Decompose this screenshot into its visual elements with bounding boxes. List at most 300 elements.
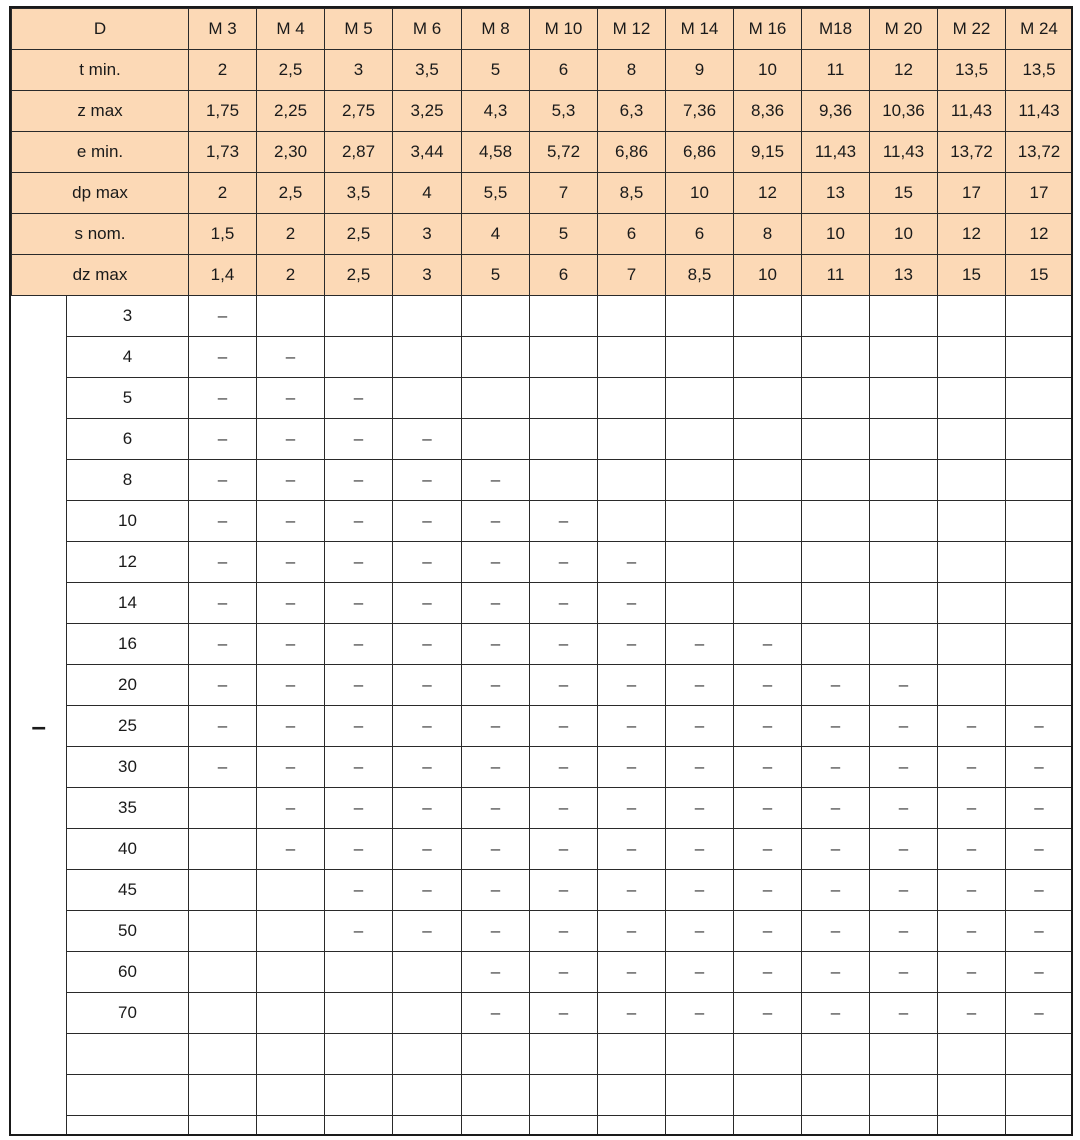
thread-size-header: M 24 <box>1006 9 1073 50</box>
spec-value-cell: 15 <box>938 255 1006 296</box>
spec-row-label: dz max <box>12 255 189 296</box>
availability-dash: – <box>598 993 666 1034</box>
availability-dash: – <box>462 788 530 829</box>
spec-value-cell: 5,72 <box>530 132 598 173</box>
empty-cell <box>189 788 257 829</box>
empty-cell <box>530 337 598 378</box>
availability-dash: – <box>938 993 1006 1034</box>
spec-value-cell: 2,5 <box>325 255 393 296</box>
availability-dash: – <box>734 870 802 911</box>
length-row <box>12 583 1073 624</box>
availability-dash: – <box>257 542 325 583</box>
empty-cell <box>462 1116 530 1137</box>
availability-dash: – <box>325 419 393 460</box>
spec-value-cell: 6,86 <box>666 132 734 173</box>
empty-cell <box>1006 624 1073 665</box>
empty-cell <box>530 378 598 419</box>
availability-dash: – <box>462 542 530 583</box>
empty-cell <box>325 1116 393 1137</box>
spec-value-cell: 6 <box>530 255 598 296</box>
spec-row <box>12 214 1073 255</box>
spec-value-cell: 5,3 <box>530 91 598 132</box>
length-value <box>67 1116 189 1137</box>
spec-value-cell: 11,43 <box>1006 91 1073 132</box>
empty-cell <box>462 378 530 419</box>
thread-size-header: M 3 <box>189 9 257 50</box>
empty-cell <box>870 542 938 583</box>
availability-dash: – <box>462 460 530 501</box>
spec-value-cell: 1,4 <box>189 255 257 296</box>
availability-dash: – <box>802 665 870 706</box>
spec-value-cell: 3 <box>325 50 393 91</box>
availability-dash: – <box>257 706 325 747</box>
spec-value-cell: 11,43 <box>938 91 1006 132</box>
availability-dash: – <box>257 460 325 501</box>
availability-dash: – <box>802 911 870 952</box>
availability-dash: – <box>257 419 325 460</box>
empty-cell <box>393 296 462 337</box>
empty-cell <box>1006 583 1073 624</box>
empty-cell <box>1006 296 1073 337</box>
availability-dash: – <box>1006 706 1073 747</box>
length-row <box>12 1034 1073 1075</box>
availability-dash: – <box>734 788 802 829</box>
spec-value-cell: 3 <box>393 255 462 296</box>
availability-dash: – <box>393 583 462 624</box>
empty-cell <box>189 1075 257 1116</box>
empty-cell <box>802 624 870 665</box>
empty-cell <box>189 952 257 993</box>
empty-cell <box>189 1116 257 1137</box>
spec-row <box>12 173 1073 214</box>
empty-cell <box>1006 378 1073 419</box>
empty-cell <box>802 378 870 419</box>
availability-dash: – <box>734 665 802 706</box>
availability-dash: – <box>802 829 870 870</box>
length-row <box>12 747 1073 788</box>
spec-value-cell: 3,5 <box>325 173 393 214</box>
length-row <box>12 993 1073 1034</box>
empty-cell <box>393 993 462 1034</box>
availability-dash: – <box>325 788 393 829</box>
availability-dash: – <box>257 501 325 542</box>
availability-dash: – <box>257 829 325 870</box>
availability-dash: – <box>938 706 1006 747</box>
empty-cell <box>1006 1116 1073 1137</box>
empty-cell <box>802 1116 870 1137</box>
spec-value-cell: 5 <box>530 214 598 255</box>
availability-dash: – <box>325 624 393 665</box>
empty-cell <box>257 1034 325 1075</box>
length-value: 40 <box>67 829 189 870</box>
spec-value-cell: 2,5 <box>257 50 325 91</box>
empty-cell <box>734 501 802 542</box>
length-row <box>12 829 1073 870</box>
spec-value-cell: 13,72 <box>938 132 1006 173</box>
length-value <box>67 1034 189 1075</box>
thread-size-header: M 20 <box>870 9 938 50</box>
spec-value-cell: 5,5 <box>462 173 530 214</box>
spec-value-cell: 7 <box>598 255 666 296</box>
thread-size-header: M 12 <box>598 9 666 50</box>
availability-dash: – <box>666 747 734 788</box>
empty-cell <box>734 1075 802 1116</box>
empty-cell <box>393 378 462 419</box>
spec-value-cell: 2,25 <box>257 91 325 132</box>
availability-dash: – <box>189 665 257 706</box>
spec-row-label: z max <box>12 91 189 132</box>
spec-value-cell: 11 <box>802 50 870 91</box>
empty-cell <box>393 337 462 378</box>
availability-dash: – <box>462 829 530 870</box>
empty-cell <box>189 829 257 870</box>
availability-dash: – <box>257 337 325 378</box>
spec-value-cell: 2,75 <box>325 91 393 132</box>
spec-value-cell: 12 <box>734 173 802 214</box>
spec-row <box>12 132 1073 173</box>
availability-dash: – <box>938 829 1006 870</box>
empty-cell <box>870 296 938 337</box>
empty-cell <box>1006 419 1073 460</box>
length-value: 14 <box>67 583 189 624</box>
empty-cell <box>257 1075 325 1116</box>
spec-value-cell: 8 <box>598 50 666 91</box>
empty-cell <box>598 296 666 337</box>
empty-cell <box>666 419 734 460</box>
empty-cell <box>393 952 462 993</box>
empty-cell <box>325 1075 393 1116</box>
availability-dash: – <box>530 911 598 952</box>
table-body <box>12 9 1073 1137</box>
spec-value-cell: 3,25 <box>393 91 462 132</box>
availability-dash: – <box>462 747 530 788</box>
availability-dash: – <box>393 706 462 747</box>
availability-dash: – <box>1006 870 1073 911</box>
availability-dash: – <box>530 829 598 870</box>
empty-cell <box>598 378 666 419</box>
length-value: 70 <box>67 993 189 1034</box>
availability-dash: – <box>393 829 462 870</box>
length-row <box>12 337 1073 378</box>
length-value: 10 <box>67 501 189 542</box>
length-value: 5 <box>67 378 189 419</box>
spec-value-cell: 6,3 <box>598 91 666 132</box>
length-value: 30 <box>67 747 189 788</box>
availability-dash: – <box>598 747 666 788</box>
empty-cell <box>598 337 666 378</box>
length-value: 35 <box>67 788 189 829</box>
spec-value-cell: 10 <box>802 214 870 255</box>
spec-row <box>12 9 1073 50</box>
spec-value-cell: 15 <box>870 173 938 214</box>
empty-cell <box>257 911 325 952</box>
empty-cell <box>938 624 1006 665</box>
empty-cell <box>870 1034 938 1075</box>
availability-dash: – <box>257 583 325 624</box>
availability-dash: – <box>666 829 734 870</box>
spec-value-cell: 3 <box>393 214 462 255</box>
availability-dash: – <box>598 788 666 829</box>
spec-value-cell: 15 <box>1006 255 1073 296</box>
empty-cell <box>666 460 734 501</box>
empty-cell <box>870 378 938 419</box>
spec-row-label: s nom. <box>12 214 189 255</box>
availability-dash: – <box>462 665 530 706</box>
empty-cell <box>870 583 938 624</box>
empty-cell <box>938 501 1006 542</box>
length-value: 25 <box>67 706 189 747</box>
availability-dash: – <box>189 624 257 665</box>
empty-cell <box>598 460 666 501</box>
availability-dash: – <box>870 829 938 870</box>
empty-cell <box>734 1116 802 1137</box>
availability-dash: – <box>802 788 870 829</box>
empty-cell <box>530 1034 598 1075</box>
spec-value-cell: 11 <box>802 255 870 296</box>
availability-dash: – <box>598 583 666 624</box>
spec-value-cell: 3,44 <box>393 132 462 173</box>
spec-value-cell: 5 <box>462 50 530 91</box>
thread-size-header: M 5 <box>325 9 393 50</box>
availability-dash: – <box>462 624 530 665</box>
availability-dash: – <box>666 706 734 747</box>
availability-dash: – <box>734 706 802 747</box>
empty-cell <box>666 1075 734 1116</box>
length-row <box>12 1116 1073 1137</box>
availability-dash: – <box>734 911 802 952</box>
empty-cell <box>462 419 530 460</box>
availability-dash: – <box>1006 788 1073 829</box>
spec-value-cell: 6 <box>530 50 598 91</box>
thread-size-header: M 8 <box>462 9 530 50</box>
empty-cell <box>938 1116 1006 1137</box>
availability-dash: – <box>462 952 530 993</box>
availability-dash: – <box>666 788 734 829</box>
availability-dash: – <box>393 624 462 665</box>
empty-cell <box>530 460 598 501</box>
availability-dash: – <box>393 501 462 542</box>
availability-dash: – <box>462 706 530 747</box>
length-value: 16 <box>67 624 189 665</box>
availability-dash: – <box>257 665 325 706</box>
spec-value-cell: 12 <box>938 214 1006 255</box>
availability-dash: – <box>802 952 870 993</box>
availability-dash: – <box>189 378 257 419</box>
thread-size-header: M 14 <box>666 9 734 50</box>
availability-dash: – <box>530 952 598 993</box>
spec-row <box>12 50 1073 91</box>
availability-dash: – <box>530 788 598 829</box>
availability-dash: – <box>257 378 325 419</box>
length-row <box>12 870 1073 911</box>
empty-cell <box>938 378 1006 419</box>
availability-dash: – <box>598 952 666 993</box>
empty-cell <box>938 337 1006 378</box>
length-value: 20 <box>67 665 189 706</box>
length-value <box>67 1075 189 1116</box>
availability-dash: – <box>530 870 598 911</box>
empty-cell <box>734 460 802 501</box>
empty-cell <box>734 378 802 419</box>
empty-cell <box>189 911 257 952</box>
empty-cell <box>189 870 257 911</box>
thread-size-header: M18 <box>802 9 870 50</box>
empty-cell <box>734 337 802 378</box>
spec-value-cell: 1,75 <box>189 91 257 132</box>
availability-dash: – <box>393 419 462 460</box>
empty-cell <box>734 419 802 460</box>
spec-value-cell: 2 <box>189 173 257 214</box>
availability-dash: – <box>870 911 938 952</box>
empty-cell <box>666 501 734 542</box>
thread-size-header: M 22 <box>938 9 1006 50</box>
availability-dash: – <box>870 788 938 829</box>
availability-dash: – <box>189 583 257 624</box>
empty-cell <box>189 1034 257 1075</box>
spec-value-cell: 2,5 <box>257 173 325 214</box>
screw-dimension-table-frame <box>9 6 1073 1136</box>
availability-dash: – <box>1006 952 1073 993</box>
length-value: 12 <box>67 542 189 583</box>
availability-dash: – <box>802 747 870 788</box>
availability-dash: – <box>325 378 393 419</box>
empty-cell <box>802 501 870 542</box>
length-row <box>12 952 1073 993</box>
empty-cell <box>734 583 802 624</box>
length-row <box>12 542 1073 583</box>
availability-dash: – <box>462 870 530 911</box>
empty-cell <box>870 460 938 501</box>
empty-cell <box>802 542 870 583</box>
availability-dash: – <box>257 788 325 829</box>
availability-dash: – <box>393 788 462 829</box>
spec-value-cell: 2,87 <box>325 132 393 173</box>
spec-value-cell: 4,58 <box>462 132 530 173</box>
empty-cell <box>734 1034 802 1075</box>
availability-dash: – <box>734 952 802 993</box>
empty-cell <box>734 542 802 583</box>
thread-size-header: M 16 <box>734 9 802 50</box>
availability-dash: – <box>938 747 1006 788</box>
empty-cell <box>802 337 870 378</box>
empty-cell <box>666 583 734 624</box>
screw-dimension-table <box>11 8 1073 1136</box>
length-row <box>12 911 1073 952</box>
empty-cell <box>666 296 734 337</box>
availability-dash: – <box>938 788 1006 829</box>
spec-value-cell: 8 <box>734 214 802 255</box>
empty-cell <box>598 501 666 542</box>
empty-cell <box>802 419 870 460</box>
availability-dash: – <box>257 747 325 788</box>
thread-size-header: M 4 <box>257 9 325 50</box>
availability-dash: – <box>802 870 870 911</box>
spec-value-cell: 4 <box>462 214 530 255</box>
length-value: 8 <box>67 460 189 501</box>
spec-row-label: dp max <box>12 173 189 214</box>
empty-cell <box>530 1116 598 1137</box>
availability-dash: – <box>462 501 530 542</box>
empty-cell <box>938 1075 1006 1116</box>
spec-row <box>12 91 1073 132</box>
availability-dash: – <box>462 583 530 624</box>
availability-dash: – <box>870 747 938 788</box>
empty-cell <box>189 993 257 1034</box>
availability-dash: – <box>734 624 802 665</box>
availability-dash: – <box>325 911 393 952</box>
availability-dash: – <box>734 829 802 870</box>
availability-dash: – <box>598 911 666 952</box>
availability-dash: – <box>189 501 257 542</box>
empty-cell <box>938 460 1006 501</box>
empty-cell <box>1006 542 1073 583</box>
empty-cell <box>666 378 734 419</box>
empty-cell <box>802 296 870 337</box>
empty-cell <box>393 1116 462 1137</box>
empty-cell <box>257 1116 325 1137</box>
empty-cell <box>1006 337 1073 378</box>
availability-dash: – <box>870 665 938 706</box>
empty-cell <box>802 460 870 501</box>
availability-dash: – <box>189 337 257 378</box>
empty-cell <box>666 1116 734 1137</box>
availability-dash: – <box>189 706 257 747</box>
availability-dash: – <box>802 706 870 747</box>
empty-cell <box>802 1034 870 1075</box>
availability-dash: – <box>189 460 257 501</box>
availability-dash: – <box>938 870 1006 911</box>
availability-dash: – <box>189 542 257 583</box>
empty-cell <box>598 419 666 460</box>
availability-dash: – <box>1006 993 1073 1034</box>
spec-value-cell: 10 <box>666 173 734 214</box>
spec-value-cell: 13,5 <box>1006 50 1073 91</box>
spec-value-cell: 10 <box>734 50 802 91</box>
empty-cell <box>393 1075 462 1116</box>
spec-row-label: e min. <box>12 132 189 173</box>
empty-cell <box>1006 460 1073 501</box>
availability-dash: – <box>530 706 598 747</box>
availability-dash: – <box>530 501 598 542</box>
availability-dash: – <box>666 993 734 1034</box>
length-value: 50 <box>67 911 189 952</box>
availability-dash: – <box>462 911 530 952</box>
empty-cell <box>462 296 530 337</box>
empty-cell <box>598 1034 666 1075</box>
spec-value-cell: 6 <box>666 214 734 255</box>
empty-cell <box>325 1034 393 1075</box>
availability-dash: – <box>393 870 462 911</box>
empty-cell <box>530 1075 598 1116</box>
availability-dash: – <box>325 501 393 542</box>
availability-dash: – <box>393 460 462 501</box>
spec-value-cell: 7 <box>530 173 598 214</box>
spec-value-cell: 17 <box>1006 173 1073 214</box>
empty-cell <box>530 419 598 460</box>
empty-cell <box>462 1034 530 1075</box>
spec-value-cell: 13 <box>802 173 870 214</box>
empty-cell <box>257 952 325 993</box>
spec-value-cell: 1,5 <box>189 214 257 255</box>
length-row <box>12 788 1073 829</box>
availability-dash: – <box>325 706 393 747</box>
availability-dash: – <box>530 993 598 1034</box>
thread-size-header: M 10 <box>530 9 598 50</box>
availability-dash: – <box>1006 829 1073 870</box>
availability-dash: – <box>257 624 325 665</box>
availability-dash: – <box>598 870 666 911</box>
availability-dash: – <box>666 624 734 665</box>
